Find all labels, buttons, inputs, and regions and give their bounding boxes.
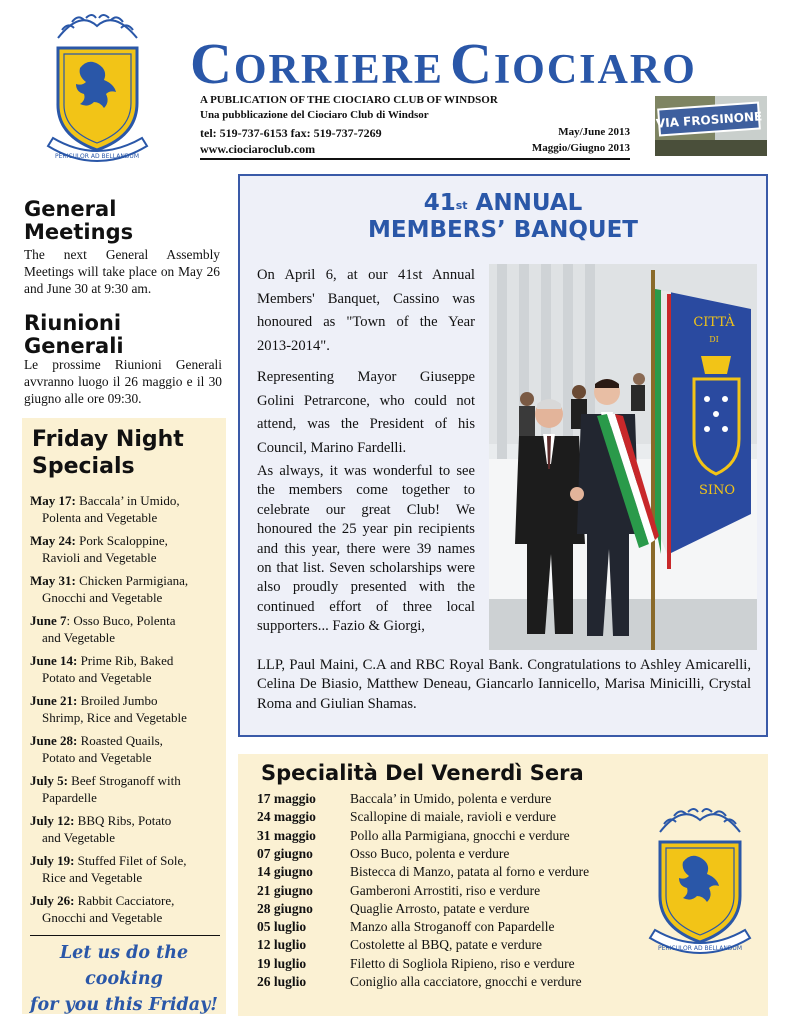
friday-special-item <box>30 532 226 566</box>
friday-special-date: May 24: <box>30 533 76 548</box>
specialita-date: 05 luglio <box>257 919 307 935</box>
friday-special-dish-cont: and Vegetable <box>42 630 116 645</box>
street-sign-photo <box>655 96 767 156</box>
friday-special-item <box>30 852 226 886</box>
specialita-date: 17 maggio <box>257 791 316 806</box>
friday-special-date: May 31: <box>30 573 76 588</box>
friday-special-item <box>30 732 226 766</box>
banquet-photo <box>489 264 757 650</box>
friday-special-item <box>30 892 226 926</box>
friday-special-item <box>30 492 226 526</box>
friday-special-dish-cont: Ravioli and Vegetable <box>42 550 157 565</box>
friday-special-dish-cont: and Vegetable <box>42 830 116 845</box>
banquet-paragraph-1: On April 6, at our 41st Annual Members' Banquet, Cassino was honoured as "Town of the Year 2013-2014". <box>257 267 475 354</box>
friday-special-date: May 17: <box>30 493 76 508</box>
friday-special-dish-cont: Potato and Vegetable <box>42 750 152 765</box>
banner-di-text: DI <box>709 335 719 344</box>
friday-special-dish-cont: Polenta and Vegetable <box>42 510 158 525</box>
friday-special-dish-cont: Papardelle <box>42 790 97 805</box>
banquet-paragraph-2: Representing Mayor Giuseppe Golini Petrarcone, who could not attend, was the President of his Council, Marino Fardelli. <box>257 369 475 456</box>
friday-special-item <box>30 812 226 846</box>
friday-specials-heading: Friday Night Specials <box>32 427 184 479</box>
friday-special-date: July 19: <box>30 853 75 868</box>
specialita-menu: Coniglio alla cacciatore, gnocchi e verdure <box>350 974 582 989</box>
friday-specials-divider <box>30 935 220 936</box>
specialita-heading: Specialità Del Venerdì Sera <box>261 761 584 785</box>
issue-date-en: May/June 2013 <box>558 126 630 138</box>
specialita-date: 31 maggio <box>257 827 316 843</box>
friday-special-dish: Chicken Parmigiana, <box>75 573 189 588</box>
friday-special-dish: Pork Scaloppine, <box>75 533 168 548</box>
specialita-date: 14 giugno <box>257 864 313 880</box>
friday-specials-tagline: Let us do the cooking for you this Friday! <box>30 943 218 1015</box>
club-crest-logo-small <box>640 800 760 965</box>
friday-special-dish-cont: Gnocchi and Vegetable <box>42 590 163 605</box>
friday-special-date: June 14: <box>30 653 78 668</box>
friday-special-item <box>30 772 226 806</box>
friday-special-dish: Baccala’ in Umido, <box>75 493 180 508</box>
specialita-date: 07 giugno <box>257 845 313 861</box>
banquet-title: 41st ANNUAL MEMBERS’ BANQUET <box>368 190 638 243</box>
friday-special-item <box>30 692 226 726</box>
friday-special-date: June 28: <box>30 733 78 748</box>
friday-special-item <box>30 572 226 606</box>
banquet-paragraph-3: As always, it was wonderful to see the members come together to celebrate our great Club! We honoured the 25 year pin recipients and this year, there were 39 names on that list. Seven scholarships were also proudly presented with the continued effort of three local supporters... Fazio & Giorgi, <box>257 463 475 635</box>
friday-special-dish: : Osso Buco, Polenta <box>66 613 176 628</box>
specialita-date: 28 giugno <box>257 900 313 916</box>
friday-special-dish-cont: Shrimp, Rice and Vegetable <box>42 710 187 725</box>
specialita-menu: Bistecca di Manzo, patata al forno e verdure <box>350 864 590 880</box>
friday-special-date: July 5: <box>30 773 68 788</box>
friday-special-dish: Stuffed Filet of Sole, <box>74 853 187 868</box>
riunioni-body: Le prossime Riunioni Generali avvranno luogo il 26 maggio e il 30 giugno alle ore 09:30. <box>24 357 222 406</box>
friday-special-item <box>30 612 226 646</box>
friday-special-date: June 21: <box>30 693 78 708</box>
specialita-menu: Manzo alla Stroganoff con Papardelle <box>350 919 555 935</box>
general-meetings-body: The next General Assembly Meetings will take place on May 26 and June 30 at 9:30 am. <box>24 247 220 296</box>
specialita-menu: Costolette al BBQ, patate e verdure <box>350 937 542 953</box>
friday-special-dish-cont: Potato and Vegetable <box>42 670 152 685</box>
friday-special-dish-cont: Rice and Vegetable <box>42 870 143 885</box>
publication-line-italian: Una pubblicazione del Ciociaro Club di Windsor <box>200 109 429 121</box>
publication-line: A PUBLICATION OF THE CIOCIARO CLUB OF WINDSOR <box>200 94 498 106</box>
friday-special-date: June 7 <box>30 613 67 628</box>
banquet-paragraph-4: LLP, Paul Maini, C.A and RBC Royal Bank. Congratulations to Ashley Amicarelli, Celina De Biasio, Matthew Deneau, Giancarlo Iannicello, Marisa Minicilli, Crystal Roma and Giulian Shamas. <box>257 657 751 712</box>
newsletter-title: CORRIERE CIOCIARO <box>190 31 697 96</box>
issue-date-it: Maggio/Giugno 2013 <box>531 142 630 154</box>
general-meetings-heading: General Meetings <box>24 197 134 244</box>
specialita-menu: Pollo alla Parmigiana, gnocchi e verdure <box>350 827 570 843</box>
friday-special-dish: Prime Rib, Baked <box>77 653 174 668</box>
friday-special-dish-cont: Gnocchi and Vegetable <box>42 910 163 925</box>
specialita-menu: Filetto di Sogliola Ripieno, riso e verdure <box>350 955 575 971</box>
specialita-date: 21 giugno <box>257 882 313 898</box>
specialita-menu: Scallopine di maiale, ravioli e verdure <box>350 809 557 825</box>
website-link[interactable]: www.ciociaroclub.com <box>200 142 316 156</box>
friday-special-dish: Rabbit Cacciatore, <box>74 893 175 908</box>
masthead-divider <box>200 158 630 160</box>
banner-city-text: CITTÀ <box>693 315 735 330</box>
street-sign-text: VIA FROSINONE <box>655 109 763 131</box>
friday-special-dish: BBQ Ribs, Potato <box>74 813 172 828</box>
friday-special-item <box>30 652 226 686</box>
specialita-menu: Osso Buco, polenta e verdure <box>350 845 510 861</box>
friday-special-date: July 26: <box>30 893 75 908</box>
specialita-menu: Gamberoni Arrostiti, riso e verdure <box>350 882 541 898</box>
contact-phone: tel: 519-737-6153 fax: 519-737-7269 <box>200 126 382 140</box>
crest-motto: PERICULOR AD BELLANDUM <box>55 153 139 160</box>
friday-special-dish: Beef Stroganoff with <box>67 773 181 788</box>
specialita-date: 24 maggio <box>257 809 316 825</box>
riunioni-heading: Riunioni Generali <box>24 311 124 358</box>
specialita-date: 26 luglio <box>257 974 307 989</box>
specialita-menu: Baccala’ in Umido, polenta e verdure <box>350 791 552 806</box>
specialita-date: 12 luglio <box>257 937 307 953</box>
friday-special-dish: Broiled Jumbo <box>77 693 158 708</box>
friday-special-date: July 12: <box>30 813 75 828</box>
friday-special-dish: Roasted Quails, <box>77 733 163 748</box>
banner-cassino-text: SINO <box>698 483 736 498</box>
specialita-menu: Quaglie Arrosto, patate e verdure <box>350 900 530 916</box>
crest-motto-small: PERICULOR AD BELLANDUM <box>658 945 742 952</box>
specialita-date: 19 luglio <box>257 955 307 971</box>
club-crest-logo <box>40 8 155 173</box>
